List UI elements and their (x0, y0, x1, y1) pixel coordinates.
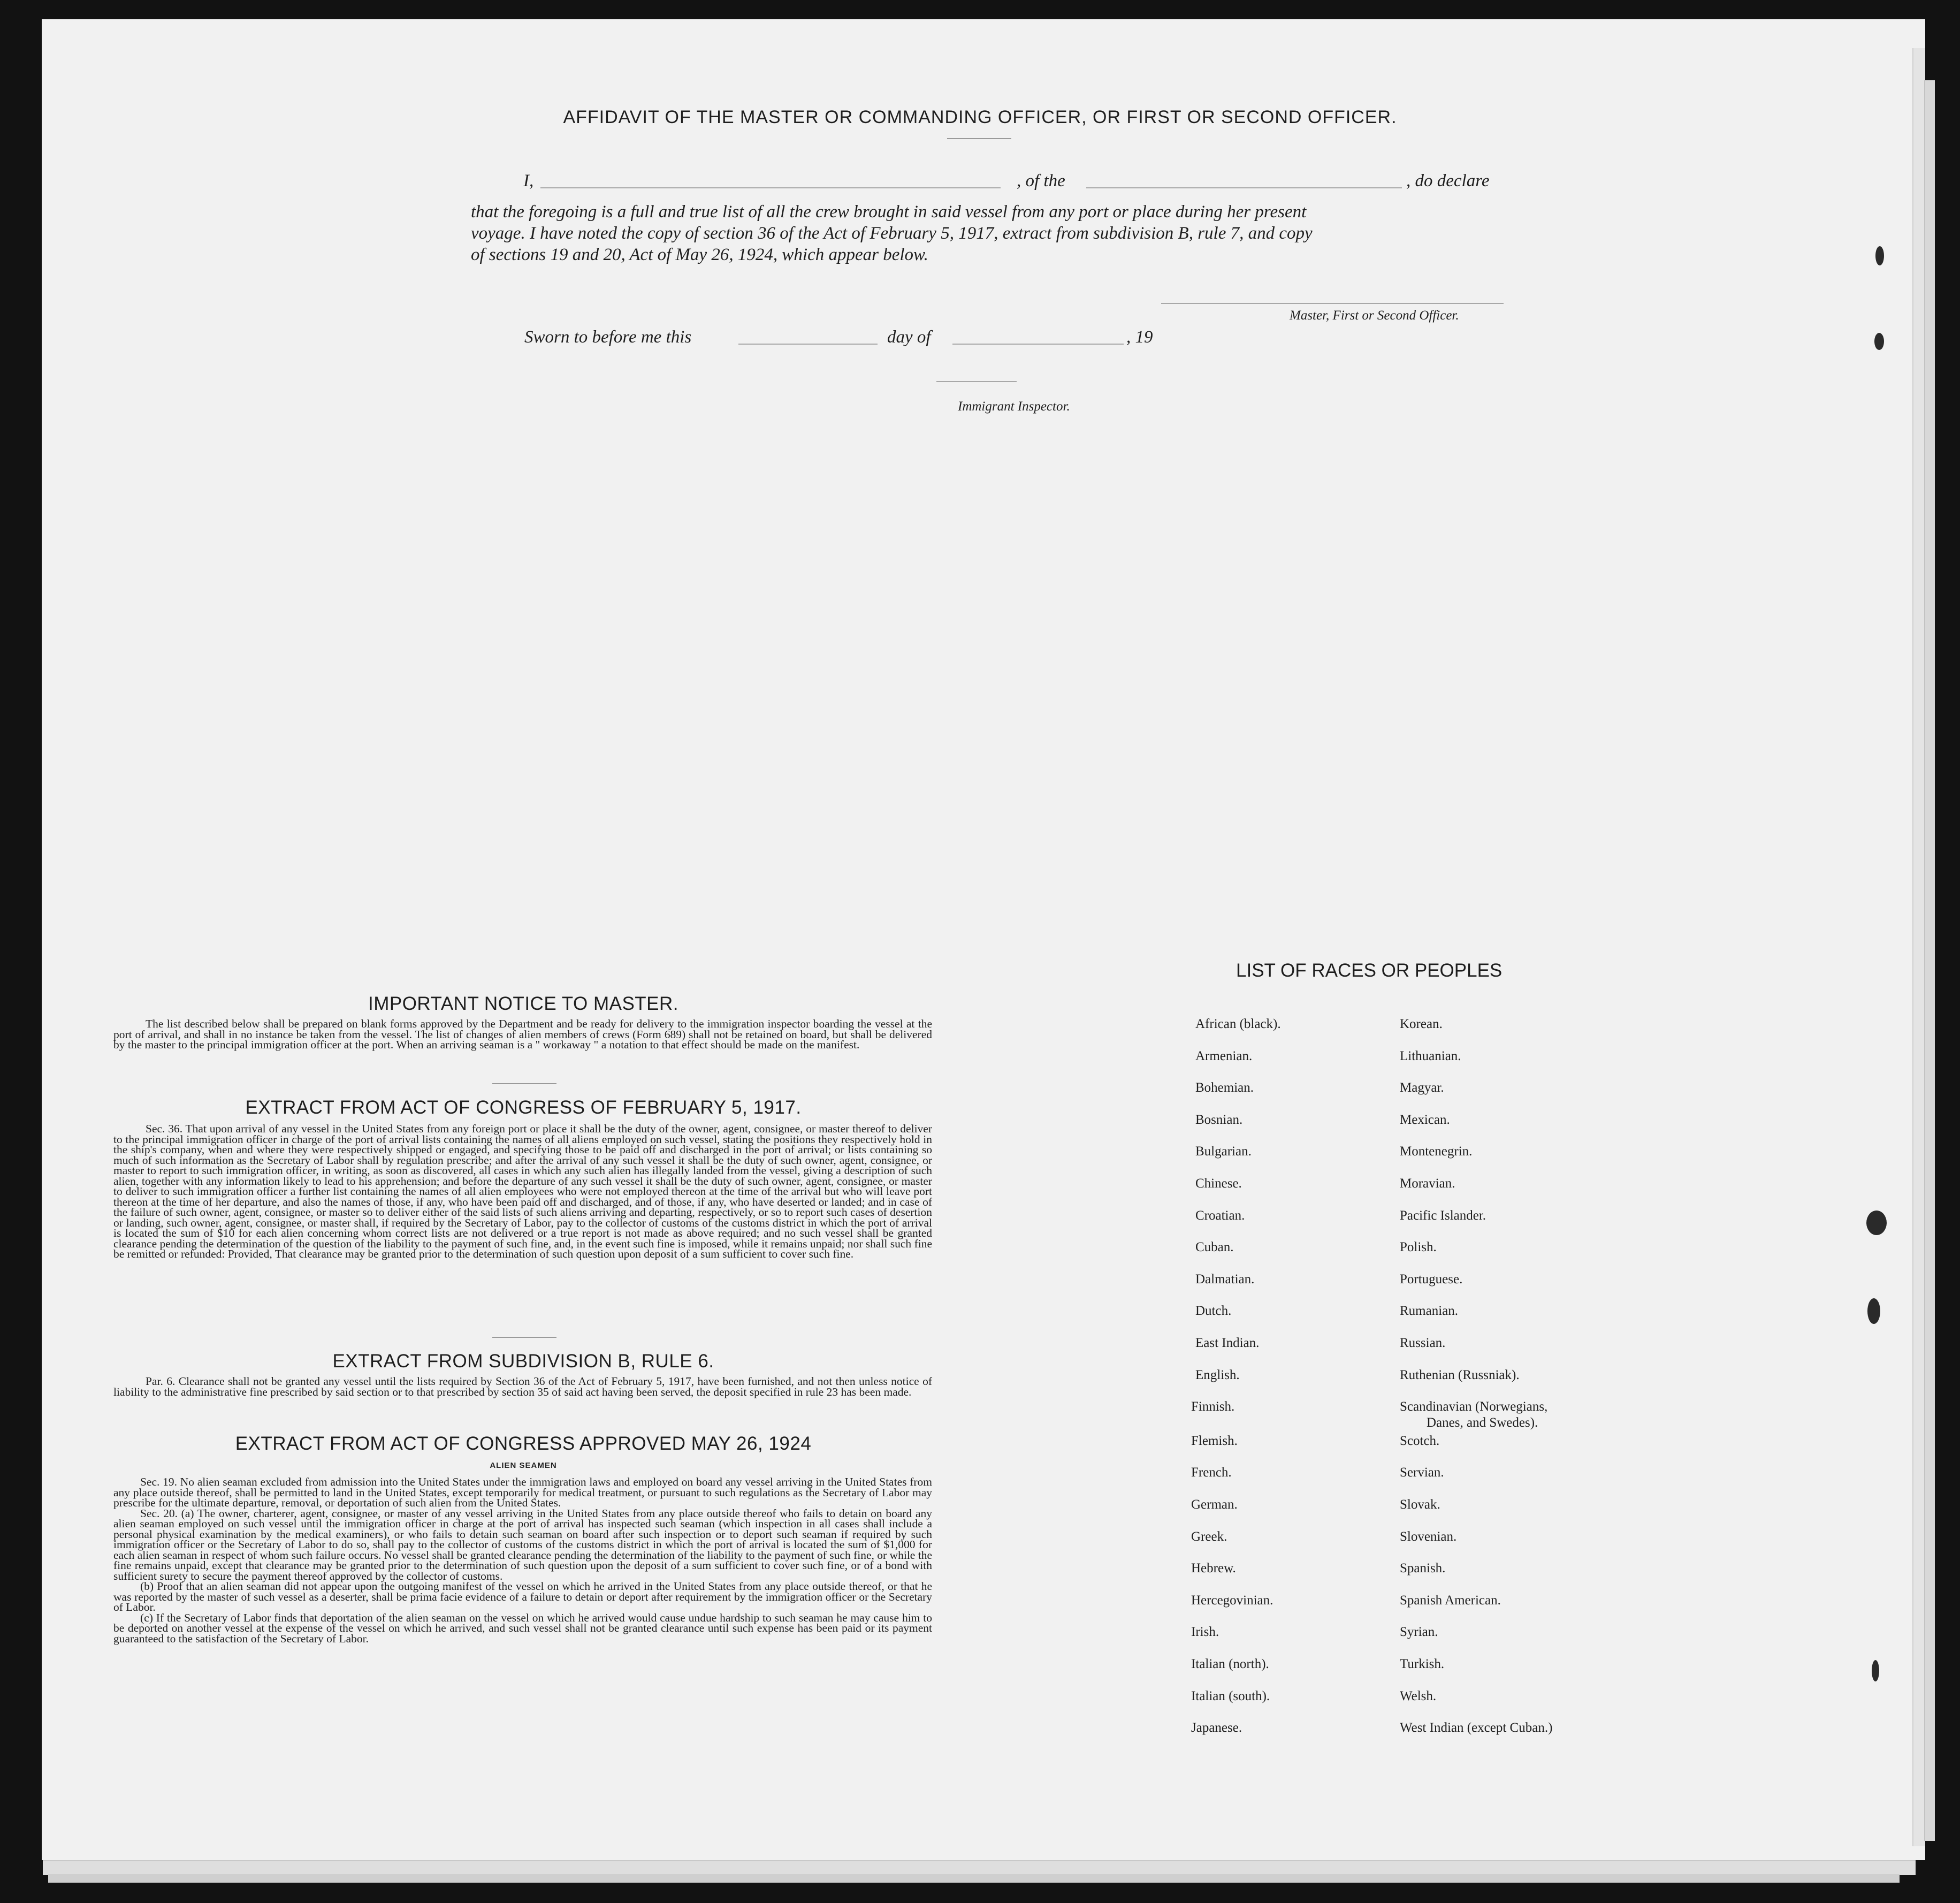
declarant-name-blank[interactable] (540, 187, 1001, 188)
race-item: Scotch. (1400, 1433, 1440, 1448)
race-item: Slovak. (1400, 1497, 1440, 1512)
race-item: Magyar. (1400, 1080, 1444, 1095)
race-item: East Indian. (1195, 1336, 1260, 1350)
extract-1917-title: EXTRACT FROM ACT OF CONGRESS OF FEBRUARY 5, 1917. (245, 1097, 802, 1118)
race-item: Dutch. (1195, 1304, 1232, 1319)
divider (947, 138, 1011, 139)
day-of-label: day of (887, 328, 931, 347)
race-item: Russian. (1400, 1336, 1446, 1350)
binder-hole-mark (1875, 246, 1884, 265)
section-20c-paragraph: (c) If the Secretary of Labor finds that deportation of the alien seaman on the vessel on which he arrived would cause undue hardship to such seaman he may cause him to be deported on another vessel at the expense of the vessel on which he arrived, and such vessel shall not be granted clearance until such expense has been paid or its payment guaranteed to the satisfaction of the Secretary of Labor. (113, 1611, 932, 1645)
race-item: Hebrew. (1191, 1561, 1236, 1576)
extract-rule6-title: EXTRACT FROM SUBDIVISION B, RULE 6. (332, 1351, 714, 1372)
divider (492, 1083, 556, 1084)
section-20b-paragraph: (b) Proof that an alien seaman did not appear upon the outgoing manifest of the vessel on which he arrived in the United States from any place outside thereof, or that he was reported by the master of such vessel as a deserter, shall be prima facie evidence of a failure to detain or deport after requirement by the immigration officer or the Secretary of Labor. (113, 1580, 932, 1613)
inspector-signature-blank[interactable] (936, 381, 1017, 382)
page-edge (43, 1860, 1916, 1875)
race-item: Dalmatian. (1195, 1272, 1255, 1287)
inspector-signature-label: Immigrant Inspector. (958, 399, 1070, 414)
race-item: Bulgarian. (1195, 1144, 1252, 1159)
race-item: Welsh. (1400, 1688, 1437, 1703)
declaration-line-1: that the foregoing is a full and true list of all the crew brought in said vessel from any port or place during her present (471, 202, 1307, 222)
vessel-name-blank[interactable] (1086, 187, 1402, 188)
race-item: Scandinavian (Norwegians, (1400, 1399, 1548, 1414)
notice-text (113, 1019, 932, 1051)
master-signature-blank[interactable] (1161, 303, 1504, 304)
race-item: Finnish. (1191, 1399, 1235, 1414)
sworn-month-blank[interactable] (952, 344, 1124, 345)
race-item: Bosnian. (1195, 1112, 1243, 1127)
paragraph-6: Par. 6. Clearance shall not be granted any vessel until the lists required by Section 36 of the Act of February 5, 1917, have been furnished, and not then unless notice of liability to the administrative fine prescribed by said section or to that prescribed by section 35 of said act having been served, the deposit specified in rule 23 has been made. (113, 1375, 932, 1398)
race-item: Moravian. (1400, 1176, 1455, 1191)
race-item: Polish. (1400, 1240, 1437, 1255)
race-item: English. (1195, 1367, 1240, 1382)
race-item: Japanese. (1191, 1721, 1242, 1735)
race-item: Korean. (1400, 1017, 1443, 1031)
race-item: Armenian. (1195, 1048, 1253, 1063)
do-declare-label: , do declare (1406, 171, 1490, 191)
race-item: Mexican. (1400, 1112, 1450, 1127)
master-signature-label: Master, First or Second Officer. (1290, 308, 1459, 323)
declaration-line-2: voyage. I have noted the copy of section 36 of the Act of February 5, 1917, extract from subdivision B, rule 7, and copy (471, 224, 1313, 243)
race-item: Chinese. (1195, 1176, 1242, 1191)
alien-seamen-subtitle: ALIEN SEAMEN (490, 1461, 557, 1470)
section-20a-paragraph: Sec. 20. (a) The owner, charterer, agent, consignee, or master of any vessel arriving in the United States from any place outside thereof who fails to detain on board any alien seaman employed on such vessel until the immigration officer in charge at the port of arrival has inspected such seaman (which inspection in all cases shall include a personal physical examination by the medical examiners), or who fails to detain such seaman on board after such inspection or to deport such seaman if required by such immigration officer or the Secretary of Labor to do so, shall pay to the collector of customs of the customs district in which the port of arrival is located the sum of $1,000 for each alien seaman in respect of whom such failure occurs. No vessel shall be granted clearance pending the determination of the liability to the payment of such fine, or while the fine remains unpaid, except that clearance may be granted prior to the determination of such question upon the deposit of a sum sufficient to cover such fine, or of a bond with sufficient surety to secure the payment thereof approved by the collector of customs. (113, 1506, 932, 1582)
race-item: Spanish. (1400, 1561, 1446, 1576)
race-item: Cuban. (1195, 1240, 1234, 1255)
race-item: Slovenian. (1400, 1529, 1457, 1544)
binder-hole-mark (1867, 1298, 1880, 1324)
divider (492, 1337, 556, 1338)
race-item: Irish. (1191, 1625, 1219, 1640)
race-item: Hercegovinian. (1191, 1593, 1273, 1608)
section-36-paragraph: Sec. 36. That upon arrival of any vessel in the United States from any foreign port or place it shall be the duty of the owner, agent, consignee, or master thereof to deliver to the principal immigration officer in charge of the port of arrival lists containing the names of all aliens employed on such vessel, stating the positions they respectively hold in the ship's company, when and where they were respectively shipped or engaged, and specifying those to be paid off and discharged in the port of arrival; or lists containing so much of such information as the Secretary of Labor shall by regulation prescribe; and after the arrival of any such vessel it shall be the duty of such owner, agent, consignee, or master to report to such immigration officer, in writing, as soon as discovered, all cases in which any such alien has illegally landed from the vessel, giving a description of such alien, together with any information likely to lead to his apprehension; and before the departure of any such vessel it shall be the duty of such owner, agent, consignee, or master to deliver to such immigration officer a further list containing the names of all alien employees who were not employed thereon at the time of the arrival but who will leave port thereon at the time of her departure, and also the names of those, if any, who have been paid off and discharged, and of those, if any, who have deserted or landed; and in case of the failure of such owner, agent, consignee, or master so to deliver either of the said lists of such aliens arriving and departing, respectively, or so to report such cases of desertion or landing, such owner, agent, consignee, or master shall, if required by the Secretary of Labor, pay to the collector of customs of the customs district in which the port of arrival is located the sum of $10 for each alien concerning whom correct lists are not delivered or a true report is not made as above required; and no such vessel shall be granted clearance pending the determination of the question of the liability to the payment of such fine, and, in the event such fine is imposed, while it remains unpaid; nor shall such fine be remitted or refunded: Provided, That clearance may be granted prior to the determination of such question upon deposit of a sum sufficient to cover such fine. (113, 1122, 932, 1260)
year-label: , 19 (1126, 328, 1153, 347)
page-edge (1924, 80, 1935, 1841)
sworn-day-blank[interactable] (738, 344, 878, 345)
race-item: Lithuanian. (1400, 1048, 1461, 1063)
extract-1924-text (113, 1477, 932, 1644)
sworn-label: Sworn to before me this (524, 328, 692, 347)
races-list-title: LIST OF RACES OR PEOPLES (1236, 960, 1503, 981)
race-item: African (black). (1195, 1017, 1281, 1031)
race-item: German. (1191, 1497, 1238, 1512)
affidavit-title: AFFIDAVIT OF THE MASTER OR COMMANDING OFFICER, OR FIRST OR SECOND OFFICER. (563, 107, 1397, 127)
race-item: Rumanian. (1400, 1304, 1459, 1319)
race-item: Greek. (1191, 1529, 1227, 1544)
race-item: Ruthenian (Russniak). (1400, 1367, 1520, 1382)
page-edge (48, 1874, 1900, 1883)
declarant-label: I, (523, 171, 534, 191)
binder-hole-mark (1874, 333, 1884, 350)
notice-title: IMPORTANT NOTICE TO MASTER. (368, 993, 679, 1014)
race-item: Servian. (1400, 1465, 1444, 1480)
race-item: Croatian. (1195, 1208, 1245, 1223)
race-item: Syrian. (1400, 1625, 1438, 1640)
binder-hole-mark (1872, 1660, 1879, 1681)
section-19-paragraph: Sec. 19. No alien seaman excluded from admission into the United States under the immigration laws and employed on board any vessel arriving in the United States from any place outside thereof, shall be permitted to land in the United States, except temporarily for medical treatment, or pursuant to such regulations as the Secretary of Labor may prescribe for the ultimate departure, removal, or deportation of such alien from the United States. (113, 1475, 932, 1509)
race-item: Danes, and Swedes). (1427, 1415, 1538, 1430)
race-item: Pacific Islander. (1400, 1208, 1486, 1223)
race-item: Turkish. (1400, 1657, 1445, 1671)
race-item: Flemish. (1191, 1433, 1238, 1448)
of-the-label: , of the (1017, 171, 1065, 191)
extract-rule6-text (113, 1376, 932, 1397)
extract-1917-text (113, 1124, 932, 1260)
notice-paragraph: The list described below shall be prepared on blank forms approved by the Department and be ready for delivery to the immigration inspector boarding the vessel at the port of arrival, and shall in no instance be taken from the vessel. The list of changes of alien members of crews (Form 689) shall not be retained on board, but shall be delivered by the master to the principal immigration officer at the port. When an arriving seaman is a " workaway " a notation to that effect should be made on the manifest. (113, 1017, 932, 1051)
race-item: Italian (north). (1191, 1657, 1269, 1671)
race-item: Portuguese. (1400, 1272, 1463, 1287)
race-item: Bohemian. (1195, 1080, 1254, 1095)
declaration-line-3: of sections 19 and 20, Act of May 26, 1924, which appear below. (471, 245, 928, 264)
race-item: Spanish American. (1400, 1593, 1501, 1608)
page-edge (1912, 48, 1925, 1846)
extract-1924-title: EXTRACT FROM ACT OF CONGRESS APPROVED MAY 26, 1924 (235, 1433, 812, 1454)
race-item: Italian (south). (1191, 1688, 1270, 1703)
race-item: West Indian (except Cuban.) (1400, 1721, 1553, 1735)
binder-hole-mark (1866, 1211, 1887, 1235)
race-item: French. (1191, 1465, 1232, 1480)
race-item: Montenegrin. (1400, 1144, 1473, 1159)
